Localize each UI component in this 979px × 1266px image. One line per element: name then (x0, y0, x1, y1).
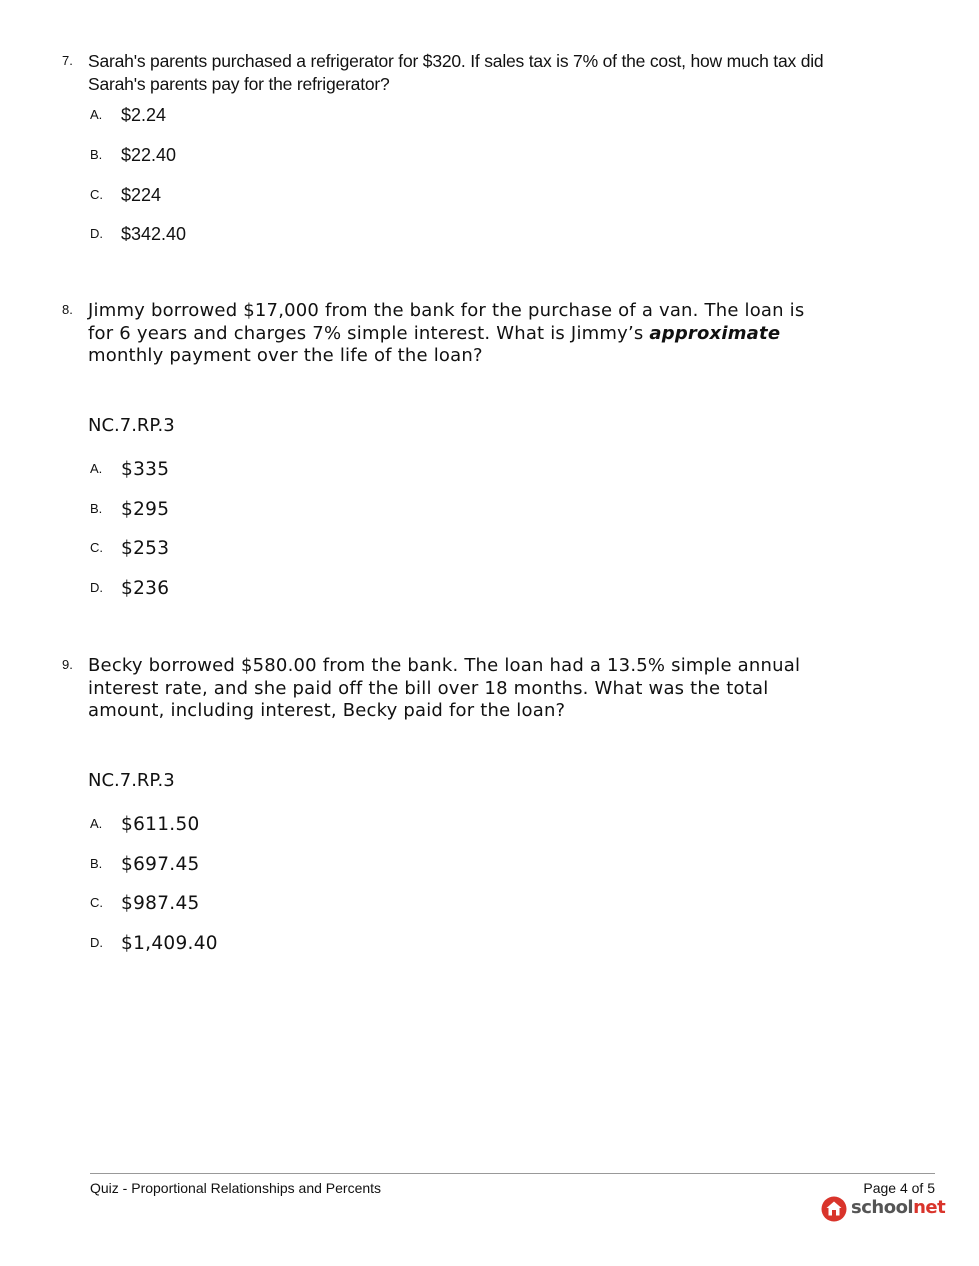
logo-school-text: school (851, 1197, 914, 1218)
question-number: 8. (62, 302, 73, 317)
schoolnet-logo (821, 1196, 946, 1222)
choice-letter: B. (90, 147, 103, 162)
choice-letter: D. (90, 580, 103, 595)
question-text-after: monthly payment over the life of the loan? (88, 345, 483, 366)
question-text: Sarah's parents purchased a refrigerator for $320. If sales tax is 7% of the cost, how much tax did Sarah's parents pay for the refrigerator? (88, 51, 824, 94)
footer-quiz-title: Quiz - Proportional Relationships and Percents (90, 1180, 382, 1196)
choice-letter: A. (90, 816, 103, 831)
choice-text: $335 (121, 459, 170, 480)
schoolnet-house-icon (821, 1196, 847, 1222)
choice-text: $1,409.40 (121, 933, 218, 954)
choice-text: $987.45 (121, 893, 200, 914)
question-number: 9. (62, 657, 73, 672)
choice-text: $295 (121, 499, 170, 520)
standard-code: NC.7.RP.3 (88, 770, 175, 791)
choice-letter: C. (90, 187, 103, 202)
choice-text: $224 (121, 185, 162, 205)
choice-letter: A. (90, 107, 103, 122)
choice-text: $342.40 (121, 224, 187, 244)
footer-page-number: Page 4 of 5 (863, 1180, 935, 1196)
choice-letter: C. (90, 540, 103, 555)
choice-letter: D. (90, 226, 103, 241)
logo-wordmark (851, 1197, 945, 1218)
question-text-emphasis: approximate (649, 322, 781, 344)
choice-text: $253 (121, 538, 170, 559)
choice-text: $611.50 (121, 814, 200, 835)
question-text (88, 300, 808, 368)
choice-letter: A. (90, 461, 103, 476)
choice-letter: B. (90, 856, 103, 871)
choice-text: $697.45 (121, 854, 200, 875)
question-text: Becky borrowed $580.00 from the bank. The loan had a 13.5% simple annual interest rate, and she paid off the bill over 18 months. What was the total amount, including interest, Becky paid for the loan? (88, 655, 801, 721)
choice-letter: B. (90, 501, 103, 516)
question-number: 7. (62, 53, 73, 68)
choice-text: $236 (121, 578, 170, 599)
logo-net-text: net (913, 1197, 946, 1218)
question-text-before: Jimmy borrowed $17,000 from the bank for the purchase of a van. The loan is for 6 years and charges 7% simple interest. What is Jimmy’s (88, 300, 805, 344)
choice-letter: D. (90, 935, 103, 950)
choice-text: $22.40 (121, 145, 177, 165)
choice-text: $2.24 (121, 105, 167, 125)
standard-code: NC.7.RP.3 (88, 415, 175, 436)
choice-letter: C. (90, 895, 103, 910)
footer-divider (90, 1173, 935, 1174)
